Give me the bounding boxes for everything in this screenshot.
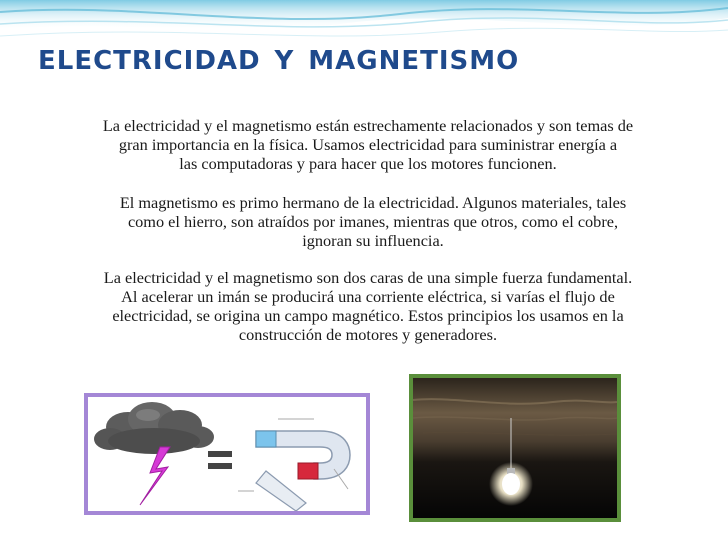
- paragraph-3-line-1: La electricidad y el magnetismo son dos caras de una simple fuerza fundamental.: [103, 268, 633, 287]
- paragraph-1-line-3: las computadoras y para hacer que los motores funcionen.: [179, 154, 557, 173]
- light-bulb-photo: [409, 374, 621, 522]
- paragraph-3-line-3: electricidad, se origina un campo magnético. Estos principios los usamos en la: [112, 306, 624, 325]
- paragraph-3-line-4: construcción de motores y generadores.: [238, 325, 498, 344]
- iron-bar-icon: [238, 471, 306, 511]
- paragraph-2-line-2: como el hierro, son atraídos por imanes, mientras que otros, como el cobre,: [127, 212, 619, 231]
- lightning-bolt-icon: [140, 447, 170, 505]
- equals-sign: [208, 451, 232, 469]
- paragraph-1-line-1: La electricidad y el magnetismo están estrechamente relacionados y son temas de: [102, 116, 634, 135]
- paragraph-2: [48, 193, 698, 250]
- paragraph-1: [38, 116, 698, 173]
- paragraph-1-line-2: gran importancia en la física. Usamos electricidad para suministrar energía a: [118, 135, 618, 154]
- paragraph-3-line-2: Al acelerar un imán se producirá una corriente eléctrica, si varías el flujo de: [121, 287, 615, 306]
- electricity-magnet-illustration: [84, 393, 370, 515]
- storm-cloud-icon: [94, 402, 214, 454]
- paragraph-3: [38, 268, 698, 344]
- light-bulb-icon: [502, 473, 520, 495]
- paragraph-2-line-3: ignoran su influencia.: [302, 231, 444, 250]
- slide-title: electricidad y magnetismo: [38, 35, 520, 78]
- paragraph-2-line-1: El magnetismo es primo hermano de la electricidad. Algunos materiales, tales: [119, 193, 627, 212]
